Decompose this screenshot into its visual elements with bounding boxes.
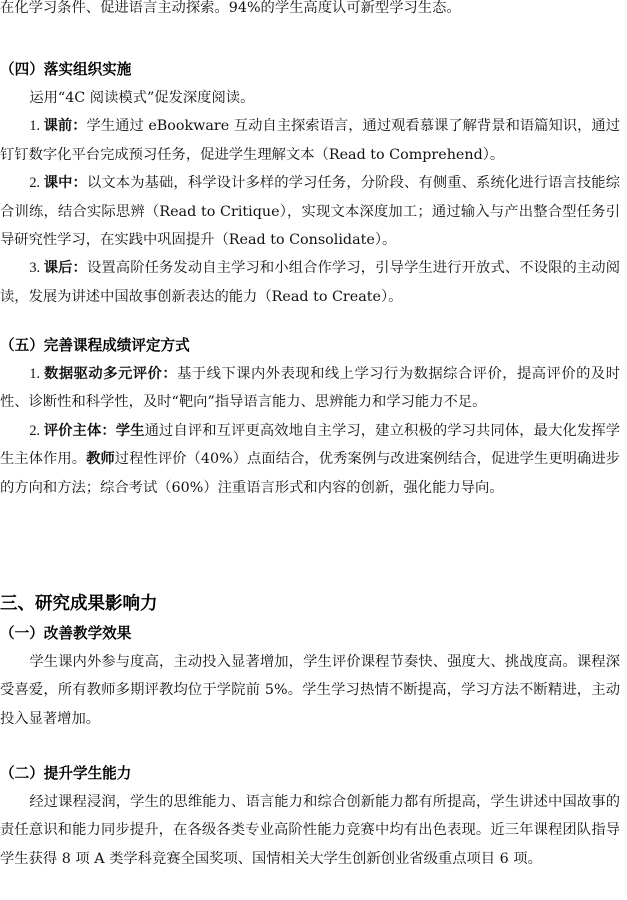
item-label: 课后：: [43, 260, 87, 277]
item-number: 3.: [29, 260, 44, 277]
section-5-item-1: [0, 360, 620, 417]
item-label-teacher: 教师: [86, 451, 115, 468]
part-3-heading: 三、研究成果影响力: [0, 594, 158, 614]
section-4-body: [0, 84, 620, 311]
section-4-item-3: [0, 254, 620, 311]
part-3-sub-1: [0, 620, 620, 733]
item-number: 1.: [29, 118, 44, 135]
continuation-text: 在化学习条件、促进语言主动探索。94%的学生高度认可新型学习生态。: [0, 0, 461, 16]
section-4-item-1: [0, 112, 620, 169]
part-3: [0, 589, 620, 619]
section-4-intro: 运用“4C 阅读模式”促发深度阅读。: [29, 90, 255, 106]
section-5: [0, 332, 620, 360]
section-4: [0, 56, 620, 84]
part-3-sub-2: [0, 760, 620, 873]
section-5-body: [0, 360, 620, 502]
section-4-heading: （四）落实组织实施: [0, 61, 132, 78]
item-text: 过程性评价（40%）点面结合，优秀案例与改进案例结合，促进学生更明确进步的方向和方法；综合考试（60%）注重语言形式和内容的创新，强化能力导向。: [0, 451, 621, 496]
item-label-student: 学生: [115, 422, 145, 439]
item-text: 基于线下课内外表现和线上学习行为数据综合评价，提高评价的及时性、诊断性和科学性，及时“靶向”指导语言能力、思辨能力和学习能力不足。: [0, 366, 621, 411]
item-label: 评价主体：: [43, 422, 116, 439]
part-3-sub-2-text: 经过课程浸润，学生的思维能力、语言能力和综合创新能力都有所提高，学生讲述中国故事的责任意识和能力同步提升，在各级各类专业高阶性能力竞赛中均有出色表现。近三年课程团队指导学生获得 8 项 A 类学科竞赛全国奖项、国情相关大学生创新创业省级重点项目 6 项。: [0, 794, 620, 867]
part-3-sub-1-text: 学生课内外参与度高，主动投入显著增加，学生评价课程节奏快、强度大、挑战度高。课程深受喜爱，所有教师多期评教均位于学院前 5%。学生学习热情不断提高，学习方法不断精进，主动投入显著增加。: [0, 654, 620, 727]
item-label: 课前：: [43, 118, 87, 135]
section-5-heading: （五）完善课程成绩评定方式: [0, 337, 190, 354]
paragraph-continuation: [0, 0, 620, 22]
part-3-sub-2-heading: （二）提升学生能力: [0, 765, 132, 782]
section-4-item-2: [0, 169, 620, 254]
item-text: 设置高阶任务发动自主学习和小组合作学习，引导学生进行开放式、不设限的主动阅读，发展为讲述中国故事创新表达的能力（Read to Create）。: [0, 260, 621, 305]
item-number: 2.: [29, 175, 44, 192]
item-label: 课中：: [43, 175, 87, 192]
item-number: 1.: [29, 366, 45, 382]
item-label: 数据驱动多元评价：: [44, 366, 178, 382]
item-text: 以文本为基础，科学设计多样的学习任务，分阶段、有侧重、系统化进行语言技能综合训练，结合实际思辨（Read to Critique），实现文本深度加工；通过输入与产出整合型任务引导研究性学习，在实践中巩固提升（Read to Consolidate）。: [0, 175, 621, 249]
section-5-item-2: [0, 417, 620, 502]
item-number: 2.: [29, 422, 44, 439]
item-text: 通过自评和互评更高效地自主学习，建立积极的学习共同体，最大化发挥学生主体作用。: [0, 422, 621, 468]
part-3-sub-1-heading: （一）改善教学效果: [0, 625, 132, 642]
item-text: 学生通过 eBookware 互动自主探索语言，通过观看慕课了解背景和语篇知识，通过钉钉数字化平台完成预习任务，促进学生理解文本（Read to Comprehend）。: [0, 118, 621, 163]
